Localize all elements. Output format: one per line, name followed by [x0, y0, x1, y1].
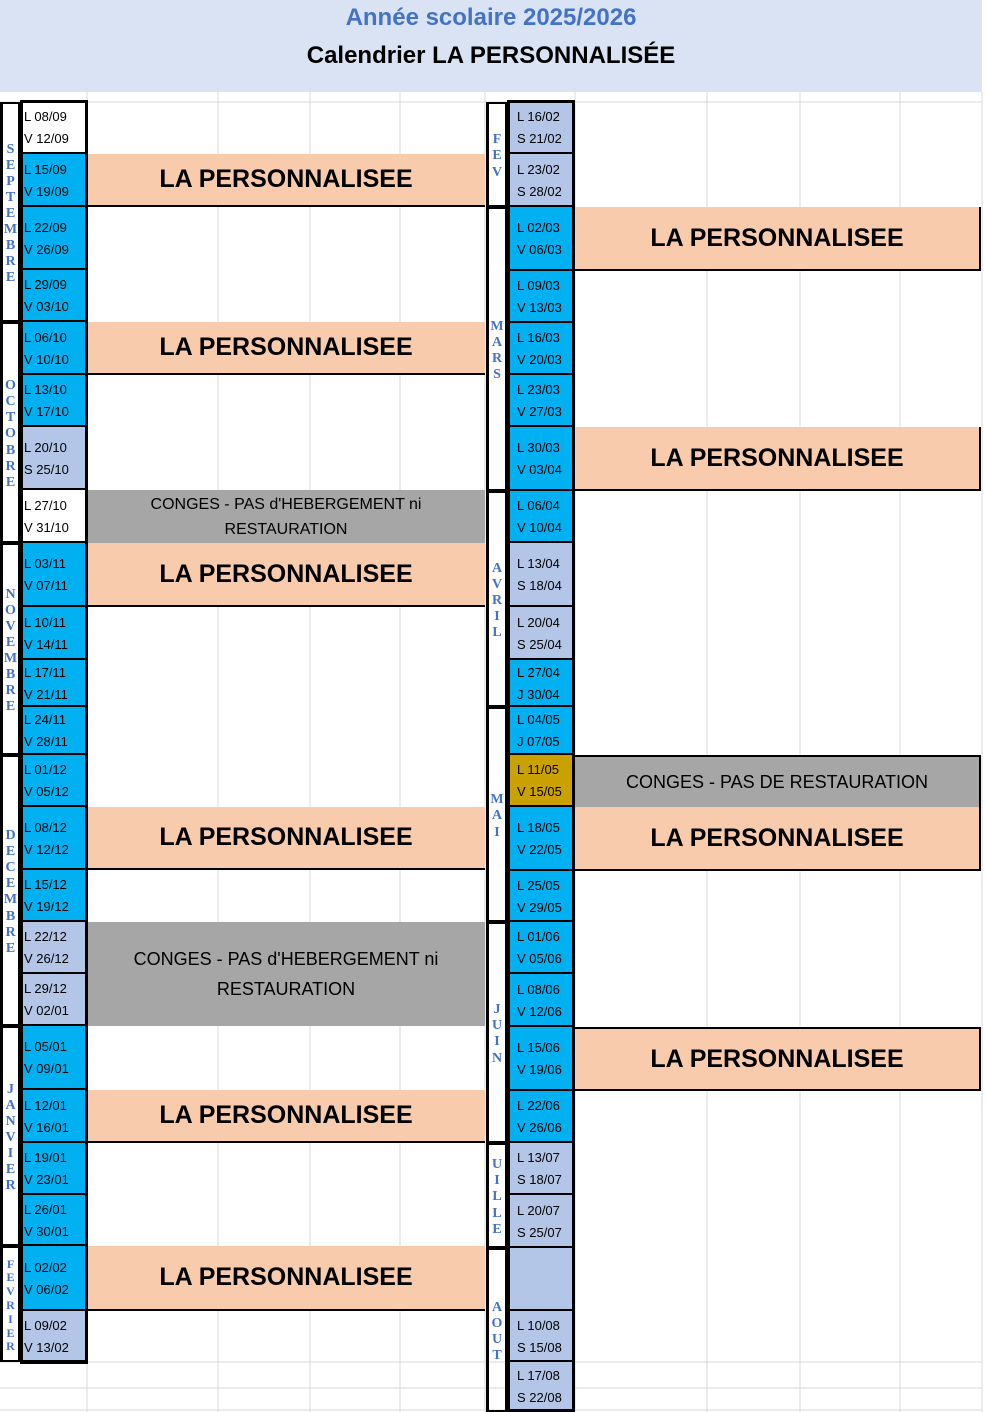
week-start-date: L 23/02 [517, 161, 560, 177]
week-start-date: L 13/07 [517, 1150, 560, 1165]
month-label [489, 792, 505, 840]
week-start-date: L 08/09 [24, 109, 67, 124]
month-letter: S [6, 141, 15, 157]
event-personnalisee: LA PERSONNALISEE [575, 427, 981, 491]
week-start-date: L 11/05 [517, 762, 559, 777]
month-letter: E [5, 157, 16, 173]
week-end-date: V 21/11 [24, 686, 68, 702]
event-personnalisee: LA PERSONNALISEE [87, 154, 485, 207]
week-start-date: L 01/06 [517, 929, 560, 944]
month-letter: J [493, 1002, 501, 1018]
week-end-date: V 03/10 [24, 299, 69, 314]
school-year-title: Année scolaire 2025/2026 [345, 4, 637, 31]
month-letter: M [490, 792, 504, 808]
week-end-date: V 16/01 [24, 1119, 69, 1135]
month-septembre [0, 102, 21, 322]
month-letter: N [491, 1050, 503, 1066]
week-end-date: V 10/10 [24, 351, 69, 367]
month-letter: L [492, 1189, 502, 1205]
week-end-date: V 09/01 [24, 1061, 69, 1076]
month-letter: S [493, 367, 501, 383]
week-end-date: S 25/10 [24, 461, 69, 477]
month-juille [486, 1143, 508, 1248]
week-end-date: V 27/03 [517, 404, 562, 419]
month-label [3, 1258, 18, 1355]
event-personnalisee: LA PERSONNALISEE [87, 1246, 485, 1311]
week-start-date: L 10/08 [517, 1317, 560, 1333]
week-start-date: L 26/01 [24, 1201, 67, 1217]
month-letter: R [5, 254, 16, 270]
week-end-date: V 26/09 [24, 241, 69, 257]
month-letter: I [7, 1146, 14, 1162]
month-letter: E [6, 1270, 15, 1285]
month-label [3, 378, 18, 491]
month-letter: L [492, 625, 502, 641]
week-end-date: V 03/04 [517, 462, 562, 477]
month-mars [486, 207, 508, 491]
month-letter: A [5, 1097, 16, 1113]
month-letter: O [5, 378, 16, 394]
week-end-date: V 13/02 [24, 1339, 69, 1355]
week-start-date: L 08/06 [517, 981, 560, 997]
month-avril [486, 491, 508, 707]
month-letter: A [491, 808, 503, 824]
week-start-date: L 24/11 [24, 712, 66, 727]
month-letter: I [494, 824, 500, 840]
month-letter: E [5, 634, 16, 650]
week-end-date: J 07/05 [517, 734, 560, 749]
week-start-date: L 16/02 [517, 109, 560, 124]
month-letter: E [492, 148, 502, 164]
week-start-date: L 15/12 [24, 877, 67, 892]
week-start-date: L 20/10 [24, 439, 67, 455]
week-start-date: L 17/11 [24, 664, 66, 680]
event-personnalisee: LA PERSONNALISEE [87, 322, 485, 375]
month-letter: N [5, 586, 16, 602]
month-letter: E [5, 474, 16, 490]
week-start-date: L 03/11 [24, 556, 66, 571]
month-letter: M [3, 892, 18, 908]
month-letter: E [5, 844, 16, 860]
week-end-date: V 17/10 [24, 404, 69, 419]
week-end-date: V 19/09 [24, 183, 69, 199]
month-letter: V [491, 576, 503, 592]
month-letter: U [491, 1331, 503, 1347]
month-label [489, 1157, 505, 1237]
month-letter: U [491, 1157, 503, 1173]
week-start-date: L 25/05 [517, 877, 560, 893]
month-letter: R [491, 350, 503, 366]
month-juin [486, 922, 508, 1143]
month-octobre [0, 322, 21, 543]
week-start-date: L 30/03 [517, 440, 560, 455]
week-end-date: V 12/09 [24, 131, 69, 146]
week-end-date: V 26/12 [24, 951, 69, 966]
week-start-date: L 09/03 [517, 278, 560, 293]
month-letter: T [5, 189, 16, 205]
month-letter: E [5, 270, 16, 286]
week-end-date: V 13/03 [517, 300, 562, 315]
month-fevrier [0, 1246, 21, 1362]
week-start-date: L 04/05 [517, 712, 560, 727]
week-start-date: L 22/06 [517, 1098, 560, 1113]
month-letter: T [5, 410, 16, 426]
week-end-date: V 14/11 [24, 636, 68, 652]
month-letter: I [494, 609, 500, 625]
week-end-date: V 05/06 [517, 951, 562, 966]
month-letter: A [491, 560, 503, 576]
week-end-date: V 10/04 [517, 520, 562, 535]
month-letter: L [492, 1205, 502, 1221]
week-start-date: L 02/02 [24, 1259, 67, 1275]
week-start-date: L 19/01 [24, 1150, 67, 1165]
week-start-date: L 23/03 [517, 382, 560, 397]
month-letter: B [5, 667, 16, 683]
week-end-date: V 06/02 [24, 1281, 69, 1297]
month-label [3, 828, 18, 957]
week-start-date: L 29/09 [24, 277, 67, 292]
month-fev [486, 102, 508, 207]
week-end-date: S 22/08 [517, 1390, 562, 1405]
week-end-date: V 30/01 [24, 1223, 69, 1239]
week-start-date: L 15/06 [517, 1040, 560, 1055]
calendar-title: Calendrier LA PERSONNALISÉE [306, 42, 676, 69]
week-start-date: L 29/12 [24, 981, 67, 996]
month-letter: E [492, 1221, 502, 1237]
month-decembre [0, 755, 21, 1026]
week-end-date: V 26/06 [517, 1120, 562, 1135]
month-letter: R [5, 458, 16, 474]
month-label [3, 1082, 18, 1195]
month-letter: D [5, 828, 16, 844]
month-letter: O [5, 602, 16, 618]
week-start-date: L 27/10 [24, 497, 67, 513]
week-end-date: V 29/05 [517, 899, 562, 915]
month-label [489, 1300, 505, 1364]
month-letter: R [6, 1298, 15, 1313]
month-letter: A [491, 1299, 503, 1315]
month-letter: E [5, 205, 16, 221]
month-letter: U [491, 1018, 503, 1034]
month-letter: E [6, 1325, 15, 1340]
event-personnalisee: LA PERSONNALISEE [87, 1090, 485, 1143]
week-end-date: V 23/01 [24, 1172, 69, 1187]
month-letter: M [3, 222, 18, 238]
month-letter: V [491, 164, 503, 180]
week-start-date: L 27/04 [517, 664, 560, 680]
month-letter: I [8, 1311, 13, 1326]
event-conges-hebergement [87, 922, 485, 1026]
week-end-date: V 07/11 [24, 578, 68, 593]
month-letter: R [5, 924, 16, 940]
month-label [489, 1002, 505, 1066]
month-letter: N [5, 1113, 16, 1129]
month-letter: J [7, 1081, 14, 1097]
week-start-date: L 16/03 [517, 330, 560, 345]
conges-line1: CONGES - PAS d'HEBERGEMENT ni [150, 495, 422, 513]
month-letter: V [5, 1129, 16, 1145]
week-end-date: V 31/10 [24, 519, 69, 535]
week-end-date: V 15/05 [517, 784, 562, 799]
month-letter: E [5, 1162, 16, 1178]
week-end-date: V 12/06 [517, 1003, 562, 1019]
week-start-date: L 15/09 [24, 161, 67, 177]
month-letter: E [5, 940, 16, 956]
week-end-date: S 21/02 [517, 131, 562, 146]
week-start-date: L 05/01 [24, 1039, 67, 1054]
week-start-date: L 09/02 [24, 1317, 67, 1333]
month-letter: E [5, 876, 16, 892]
month-letter: A [491, 334, 503, 350]
week-end-date: V 02/01 [24, 1003, 69, 1018]
month-letter: R [491, 592, 503, 608]
week-end-date: S 18/04 [517, 578, 562, 593]
week-end-date: S 25/04 [517, 636, 562, 652]
month-letter: B [5, 442, 16, 458]
month-mai [486, 707, 508, 922]
week-start-date: L 20/07 [517, 1202, 560, 1218]
week-end-date: S 15/08 [517, 1339, 562, 1355]
week-start-date: L 22/09 [24, 219, 67, 235]
month-letter: B [5, 238, 16, 254]
week-end-date: V 05/12 [24, 784, 69, 799]
month-letter: O [491, 1315, 503, 1331]
month-janvier [0, 1026, 21, 1246]
week-end-date: V 20/03 [517, 352, 562, 367]
month-label [489, 132, 505, 180]
week-start-date: L 17/08 [517, 1368, 560, 1383]
month-letter: I [494, 1034, 500, 1050]
week-end-date: V 06/03 [517, 242, 562, 257]
month-letter: C [5, 394, 16, 410]
week-start-date: L 06/04 [517, 498, 560, 513]
week-end-date: V 19/06 [517, 1062, 562, 1077]
month-label [3, 587, 18, 716]
month-aout [486, 1248, 508, 1412]
event-personnalisee: LA PERSONNALISEE [87, 807, 485, 870]
week-start-date: L 22/12 [24, 929, 67, 944]
conges-line2: RESTAURATION [224, 520, 348, 538]
week-end-date: S 28/02 [517, 183, 562, 199]
week-end-date: V 12/12 [24, 841, 69, 857]
week-start-date: L 02/03 [517, 220, 560, 235]
week-end-date: J 30/04 [517, 686, 560, 702]
week-start-date: L 10/11 [24, 614, 66, 630]
left-date-column-frame [20, 100, 88, 1364]
month-letter: C [5, 860, 16, 876]
month-label [489, 561, 505, 641]
week-start-date: L 12/01 [24, 1097, 67, 1113]
month-label [489, 319, 505, 383]
week-end-date: V 28/11 [24, 734, 68, 749]
conges-line1: CONGES - PAS d'HEBERGEMENT ni [133, 949, 439, 969]
month-letter: B [5, 908, 16, 924]
week-start-date: L 18/05 [517, 820, 560, 835]
right-date-column-frame [507, 100, 575, 1412]
week-start-date: L 13/10 [24, 382, 67, 397]
month-letter: R [6, 1339, 15, 1354]
month-letter: R [5, 683, 16, 699]
month-letter: V [5, 618, 16, 634]
month-novembre [0, 543, 21, 755]
week-start-date: L 20/04 [517, 614, 560, 630]
month-letter: P [6, 173, 15, 189]
week-end-date: V 19/12 [24, 899, 69, 914]
page-header [0, 0, 982, 92]
week-end-date: V 22/05 [517, 842, 562, 857]
month-letter: F [6, 1256, 15, 1271]
week-start-date: L 06/10 [24, 329, 67, 345]
week-start-date: L 01/12 [24, 762, 67, 777]
month-letter: F [492, 132, 502, 148]
event-conges-hebergement [87, 490, 485, 543]
event-personnalisee: LA PERSONNALISEE [87, 543, 485, 607]
event-personnalisee: LA PERSONNALISEE [575, 1027, 981, 1091]
conges-line2: RESTAURATION [216, 979, 356, 999]
month-letter: T [492, 1348, 502, 1364]
week-end-date: S 25/07 [517, 1224, 562, 1240]
event-personnalisee: LA PERSONNALISEE [575, 207, 981, 271]
month-letter: E [5, 699, 16, 715]
month-letter: R [5, 1178, 16, 1194]
month-letter: M [490, 318, 504, 334]
event-personnalisee: LA PERSONNALISEE [575, 807, 981, 871]
week-start-date: L 13/04 [517, 556, 560, 571]
month-letter: I [494, 1173, 500, 1189]
month-letter: V [6, 1284, 15, 1299]
month-letter: M [3, 650, 18, 666]
week-start-date: L 08/12 [24, 819, 67, 835]
week-end-date: S 18/07 [517, 1172, 562, 1187]
event-conges-restauration: CONGES - PAS DE RESTAURATION [575, 755, 981, 807]
month-letter: O [5, 426, 16, 442]
month-label [3, 142, 18, 287]
